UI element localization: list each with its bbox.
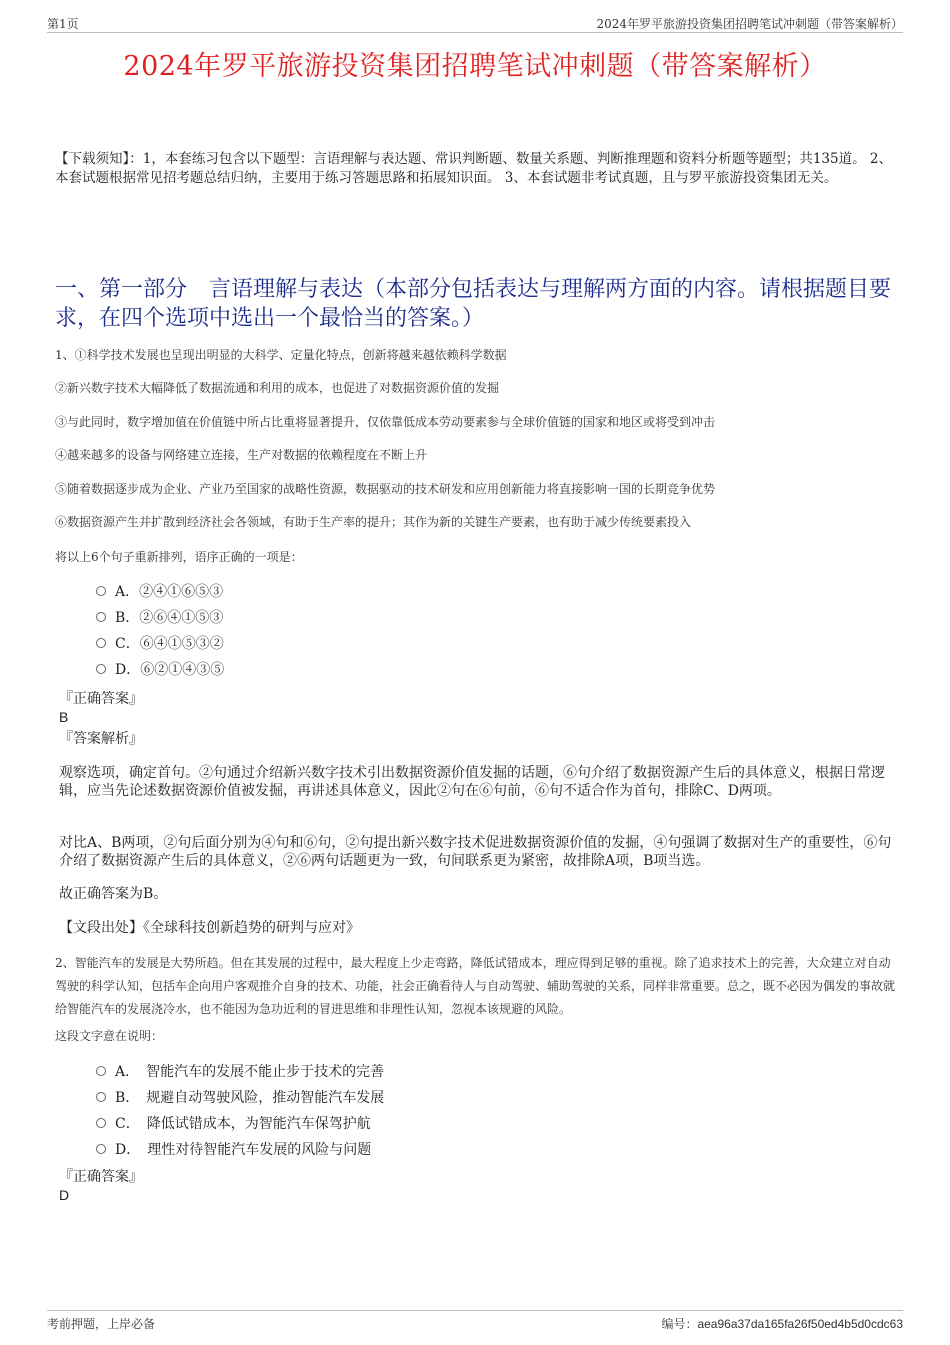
q2-option-c[interactable] <box>96 1113 371 1135</box>
q1-line-3: ③与此同时，数字增加值在价值链中所占比重将显著提升，仅依靠低成本劳动要素参与全球价值链的国家和地区或将受到冲击 <box>55 415 716 429</box>
radio-icon[interactable] <box>96 1144 106 1154</box>
q2-answer: D <box>59 1187 70 1203</box>
option-label: B． 规避自动驾驶风险，推动智能汽车发展 <box>115 1090 385 1106</box>
page-number: 第1页 <box>47 17 79 31</box>
radio-icon[interactable] <box>96 586 106 596</box>
q1-line-1: 1、①科学技术发展也呈现出明显的大科学、定量化特点，创新将越来越依赖科学数据 <box>55 348 507 362</box>
radio-icon[interactable] <box>96 1066 106 1076</box>
option-label: B．②⑥④①⑤③ <box>115 610 224 626</box>
footer-slogan: 考前押题，上岸必备 <box>47 1317 156 1331</box>
q1-line-2: ②新兴数字技术大幅降低了数据流通和利用的成本，也促进了对数据资源价值的发掘 <box>55 381 500 395</box>
download-notice: 【下载须知】：1，本套练习包含以下题型：言语理解与表达题、常识判断题、数量关系题、判断推理题和资料分析题等题型；共135道。 2、本套试题根据常见招考题总结归纳，主要用于练习答题思路和拓展知识面。 3、本套试题非考试真题，且与罗平旅游投资集团无关。 <box>55 151 892 186</box>
q1-answer-label: 『正确答案』 <box>59 691 143 707</box>
q1-source: 【文段出处】《全球科技创新趋势的研判与应对》 <box>59 920 360 936</box>
radio-icon[interactable] <box>96 1092 106 1102</box>
page-header <box>47 14 903 33</box>
q2-option-b[interactable] <box>96 1087 384 1109</box>
q1-question: 将以上6个句子重新排列，语序正确的一项是： <box>55 550 303 564</box>
q1-line-6: ⑥数据资源产生并扩散到经济社会各领域，有助于生产率的提升；其作为新的关键生产要素，也有助于减少传统要素投入 <box>55 515 692 529</box>
footer-code: aea96a37da165fa26f50ed4b5d0cdc63 <box>697 1317 903 1331</box>
q1-analysis-label: 『答案解析』 <box>59 731 143 747</box>
option-label: D．⑥②①④③⑤ <box>115 662 225 678</box>
q1-answer: B <box>59 709 69 725</box>
option-label: C． 降低试错成本，为智能汽车保驾护航 <box>115 1116 371 1132</box>
page-title: 2024年罗平旅游投资集团招聘笔试冲刺题（带答案解析） <box>123 51 827 82</box>
section-heading: 一、第一部分 言语理解与表达（本部分包括表达与理解两方面的内容。请根据题目要求，在四个选项中选出一个最恰当的答案。） <box>55 277 892 331</box>
q1-option-c[interactable] <box>96 633 224 655</box>
footer-code-label: 编号： <box>661 1317 698 1331</box>
q2-stem: 2、智能汽车的发展是大势所趋。但在其发展的过程中，最大程度上少走弯路，降低试错成本，理应得到足够的重视。除了追求技术上的完善，大众建立对自动驾驶的科学认知，包括车企向用户客观推介自身的技术、功能，社会正确看待人与自动驾驶、辅助驾驶的关系，同样非常重要。总之，既不必因为偶发的事故就给智能汽车的发展浇冷水，也不能因为急功近利的冒进思维和非理性认知，忽视本该规避的风险。 <box>55 956 896 1016</box>
option-label: C．⑥④①⑤③② <box>115 636 224 652</box>
radio-icon[interactable] <box>96 1118 106 1128</box>
q1-line-4: ④越来越多的设备与网络建立连接，生产对数据的依赖程度在不断上升 <box>55 448 428 462</box>
q1-analysis-1: 观察选项，确定首句。②句通过介绍新兴数字技术引出数据资源价值发掘的话题，⑥句介绍了数据资源产生后的具体意义，根据日常逻辑，应当先论述数据资源价值被发掘，再讲述具体意义，因此②句在⑥句前，⑥句不适合作为首句，排除C、D两项。 <box>59 765 885 799</box>
radio-icon[interactable] <box>96 638 106 648</box>
radio-icon[interactable] <box>96 664 106 674</box>
page-footer <box>47 1310 903 1331</box>
footer-code-wrap <box>661 1315 903 1332</box>
q1-analysis-2: 对比A、B两项，②句后面分别为④句和⑥句，②句提出新兴数字技术促进数据资源价值的发掘，④句强调了数据对生产的重要性，⑥句介绍了数据资源产生后的具体意义，②⑥两句话题更为一致，句间联系更为紧密，故排除A项，B项当选。 <box>59 835 892 869</box>
radio-icon[interactable] <box>96 612 106 622</box>
q2-option-d[interactable] <box>96 1139 371 1161</box>
option-label: D． 理性对待智能汽车发展的风险与问题 <box>115 1142 372 1158</box>
option-label: A． 智能汽车的发展不能止步于技术的完善 <box>115 1064 385 1080</box>
q2-question: 这段文字意在说明： <box>55 1029 164 1043</box>
q1-line-5: ⑤随着数据逐步成为企业、产业乃至国家的战略性资源，数据驱动的技术研发和应用创新能力将直接影响一国的长期竞争优势 <box>55 482 716 496</box>
q2-option-a[interactable] <box>96 1061 384 1083</box>
header-doc-title: 2024年罗平旅游投资集团招聘笔试冲刺题（带答案解析） <box>596 17 903 31</box>
q1-analysis-3: 故正确答案为B。 <box>59 886 168 902</box>
q1-option-b[interactable] <box>96 607 223 629</box>
option-label: A．②④①⑥⑤③ <box>115 584 224 600</box>
q2-answer-label: 『正确答案』 <box>59 1169 143 1185</box>
q1-option-d[interactable] <box>96 659 224 681</box>
q1-option-a[interactable] <box>96 581 223 603</box>
